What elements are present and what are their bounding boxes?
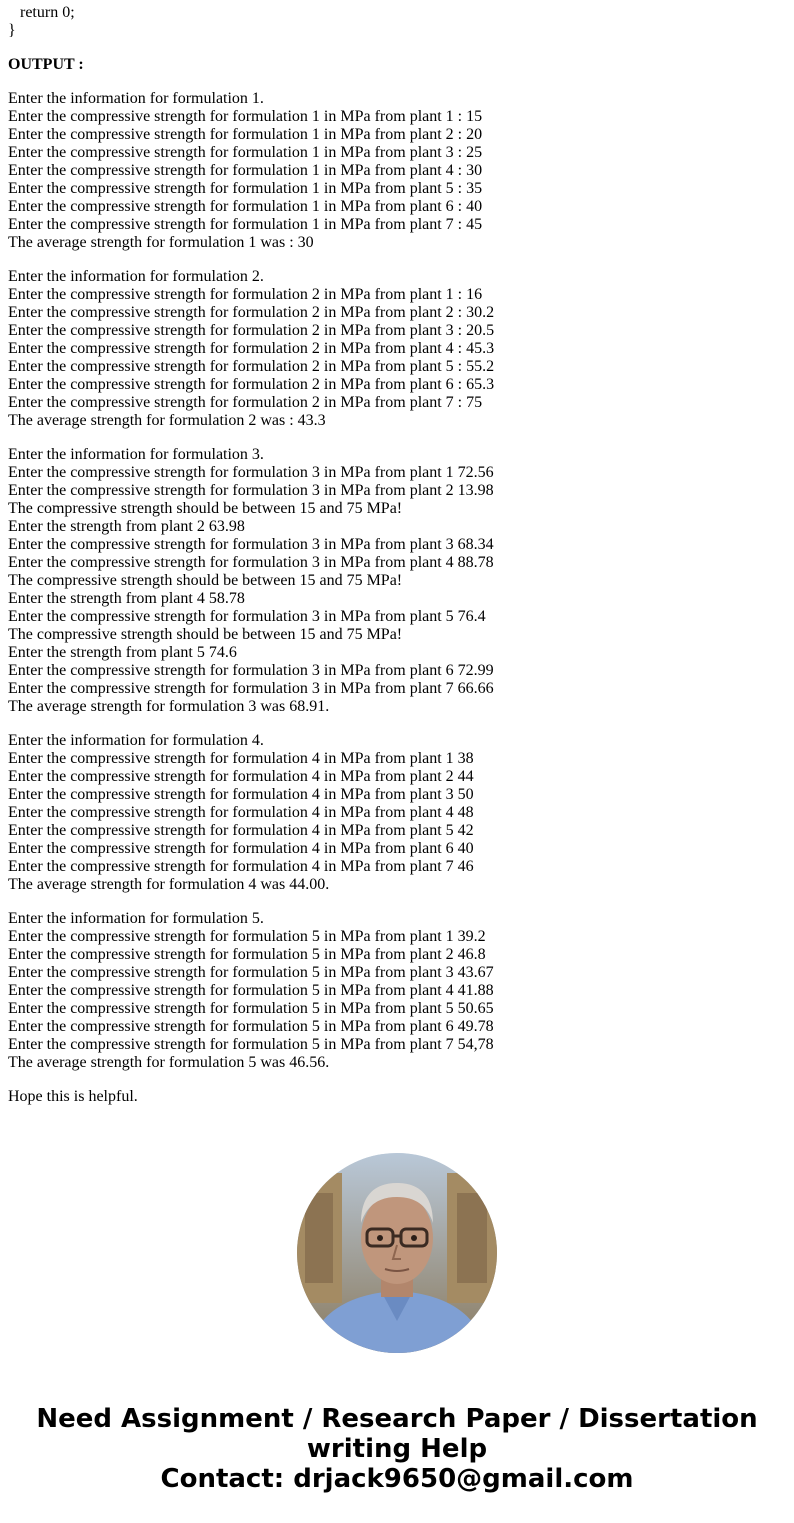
output-line: Enter the compressive strength for formulation 5 in MPa from plant 1 39.2 [8,928,486,945]
formulation-block [8,268,778,446]
spacer [8,1072,778,1088]
output-line: Enter the compressive strength for formulation 1 in MPa from plant 6 : 40 [8,198,483,215]
spacer [8,40,778,56]
spacer [8,716,778,732]
spacer [8,430,778,446]
footer-line-2: writing Help [306,1434,488,1464]
formulation-header: Enter the information for formulation 4. [8,732,264,749]
formulation-header: Enter the information for formulation 2. [8,268,264,285]
output-line: Enter the compressive strength for formulation 4 in MPa from plant 4 48 [8,804,474,821]
output-line: Enter the compressive strength for formulation 4 in MPa from plant 5 42 [8,822,474,839]
output-line: The average strength for formulation 2 was : 43.3 [8,412,326,429]
output-line: Enter the compressive strength for formulation 2 in MPa from plant 1 : 16 [8,286,483,303]
output-line: Enter the compressive strength for formulation 2 in MPa from plant 3 : 20.5 [8,322,495,339]
footer-line-3: Contact: drjack9650@gmail.com [160,1464,634,1494]
output-line: Enter the compressive strength for formulation 3 in MPa from plant 4 88.78 [8,554,494,571]
output-line: The average strength for formulation 5 was 46.56. [8,1054,330,1071]
output-line: Enter the compressive strength for formulation 1 in MPa from plant 2 : 20 [8,126,483,143]
closing-note: Hope this is helpful. [8,1088,138,1105]
output-line: Enter the compressive strength for formulation 2 in MPa from plant 7 : 75 [8,394,483,411]
output-line: The compressive strength should be between 15 and 75 MPa! [8,500,403,517]
formulation-block [8,732,778,910]
document-body [8,4,778,1106]
output-line: Enter the compressive strength for formulation 5 in MPa from plant 7 54,78 [8,1036,494,1053]
formulation-header: Enter the information for formulation 1. [8,90,264,107]
spacer [8,74,778,90]
output-line: The average strength for formulation 1 was : 30 [8,234,314,251]
output-formulations [8,90,778,1088]
output-line: Enter the compressive strength for formulation 2 in MPa from plant 4 : 45.3 [8,340,495,357]
output-line: Enter the compressive strength for formulation 3 in MPa from plant 6 72.99 [8,662,494,679]
output-line: Enter the compressive strength for formulation 1 in MPa from plant 7 : 45 [8,216,483,233]
output-line: Enter the compressive strength for formulation 4 in MPa from plant 7 46 [8,858,474,875]
output-heading: OUTPUT : [8,56,84,73]
output-line: Enter the compressive strength for formulation 4 in MPa from plant 6 40 [8,840,474,857]
output-line: Enter the compressive strength for formulation 1 in MPa from plant 1 : 15 [8,108,483,125]
output-line: Enter the compressive strength for formulation 2 in MPa from plant 6 : 65.3 [8,376,495,393]
formulation-block [8,910,778,1088]
output-line: The average strength for formulation 4 was 44.00. [8,876,330,893]
output-line: Enter the compressive strength for formulation 5 in MPa from plant 5 50.65 [8,1000,494,1017]
spacer [8,894,778,910]
output-line: Enter the compressive strength for formulation 5 in MPa from plant 4 41.88 [8,982,494,999]
spacer [8,252,778,268]
output-line: Enter the compressive strength for formulation 1 in MPa from plant 5 : 35 [8,180,483,197]
output-line: Enter the compressive strength for formulation 4 in MPa from plant 3 50 [8,786,474,803]
formulation-block [8,90,778,268]
output-line: Enter the compressive strength for formulation 3 in MPa from plant 7 66.66 [8,680,494,697]
output-line: Enter the strength from plant 5 74.6 [8,644,237,661]
output-line: Enter the compressive strength for formulation 3 in MPa from plant 1 72.56 [8,464,494,481]
code-closing-brace: } [8,22,16,39]
output-line: Enter the compressive strength for formulation 3 in MPa from plant 2 13.98 [8,482,494,499]
output-line: Enter the compressive strength for formulation 5 in MPa from plant 3 43.67 [8,964,494,981]
output-line: Enter the compressive strength for formulation 3 in MPa from plant 3 68.34 [8,536,494,553]
code-return-line: return 0; [8,4,75,21]
output-line: The compressive strength should be between 15 and 75 MPa! [8,626,403,643]
output-line: Enter the compressive strength for formulation 4 in MPa from plant 2 44 [8,768,474,785]
output-line: Enter the compressive strength for formulation 2 in MPa from plant 5 : 55.2 [8,358,495,375]
output-line: Enter the strength from plant 2 63.98 [8,518,245,535]
output-line: Enter the compressive strength for formulation 5 in MPa from plant 2 46.8 [8,946,486,963]
formulation-header: Enter the information for formulation 3. [8,446,264,463]
output-line: The compressive strength should be between 15 and 75 MPa! [8,572,403,589]
output-line: Enter the compressive strength for formulation 2 in MPa from plant 2 : 30.2 [8,304,495,321]
output-line: Enter the strength from plant 4 58.78 [8,590,245,607]
formulation-header: Enter the information for formulation 5. [8,910,264,927]
footer-line-1: Need Assignment / Research Paper / Dissertation [36,1404,758,1434]
output-line: Enter the compressive strength for formulation 5 in MPa from plant 6 49.78 [8,1018,494,1035]
formulation-block [8,446,778,732]
output-line: The average strength for formulation 3 was 68.91. [8,698,330,715]
contact-footer [0,1404,794,1494]
output-line: Enter the compressive strength for formulation 4 in MPa from plant 1 38 [8,750,474,767]
output-line: Enter the compressive strength for formulation 3 in MPa from plant 5 76.4 [8,608,486,625]
output-line: Enter the compressive strength for formulation 1 in MPa from plant 4 : 30 [8,162,483,179]
author-avatar [297,1153,497,1353]
output-line: Enter the compressive strength for formulation 1 in MPa from plant 3 : 25 [8,144,483,161]
